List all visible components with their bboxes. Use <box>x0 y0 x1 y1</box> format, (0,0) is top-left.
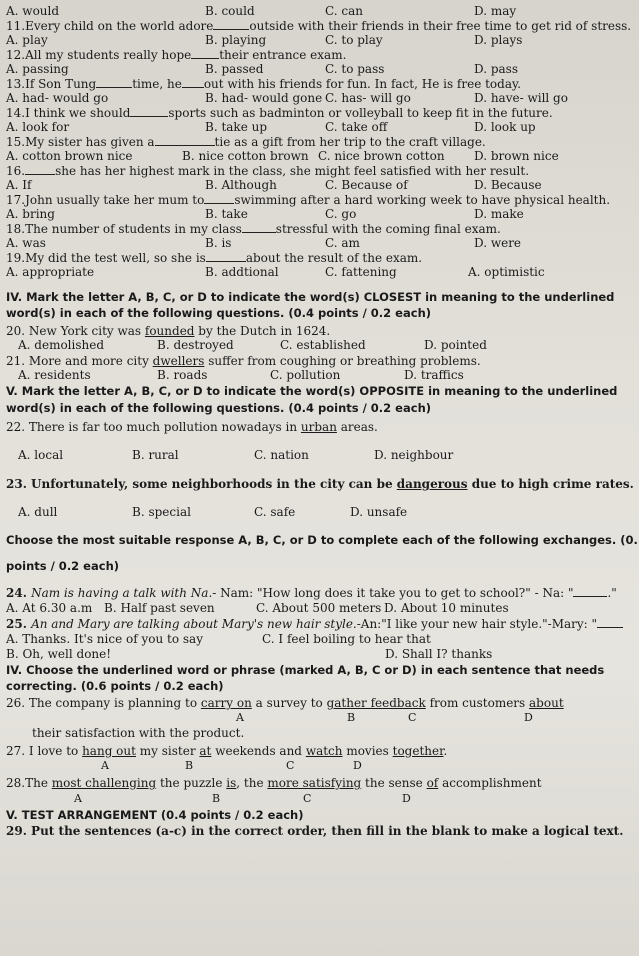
q16-option-c[interactable]: C. Because of <box>325 178 408 192</box>
q24-number: 24. <box>6 586 32 600</box>
q19-option-c[interactable]: C. fattening <box>325 265 397 279</box>
q18-text-2: stressful with the coming final exam. <box>275 222 501 236</box>
q26-letter-d: D <box>524 711 533 724</box>
q10-option-a[interactable]: A. would <box>6 4 60 18</box>
q11-option-a[interactable]: A. play <box>6 33 48 47</box>
q22-text: 22. There is far too much pollution nowadays in <box>6 420 301 434</box>
q12-text: 12.All my students really hope <box>6 48 192 62</box>
q25-context: An and Mary are talking about Mary's new hair style. <box>31 617 357 631</box>
q15-option-b[interactable]: B. nice cotton brown <box>182 149 309 163</box>
q22-option-b[interactable]: B. rural <box>132 448 179 462</box>
q27-text-3: weekends and <box>211 744 306 758</box>
q24-option-a[interactable]: A. At 6.30 a.m <box>6 601 93 615</box>
q14-text-2: sports such as badminton or volleyball to keep fit in the future. <box>168 106 553 120</box>
q12-option-c[interactable]: C. to pass <box>325 62 385 76</box>
q19-blank[interactable] <box>206 251 246 262</box>
q26-letter-a: A <box>236 711 244 724</box>
q27-text-5: . <box>443 744 448 758</box>
q25-blank[interactable] <box>597 617 623 628</box>
q27-letter-d: D <box>353 759 362 772</box>
q23-option-d[interactable]: D. unsafe <box>350 505 408 519</box>
q28-text-1: 28.The <box>6 776 52 790</box>
q11-option-c[interactable]: C. to play <box>325 33 383 47</box>
q28-text-2: the puzzle <box>156 776 227 790</box>
q15-text-2: tie as a gift from her trip to the craft village. <box>214 135 486 149</box>
section-4-line-2: word(s) in each of the following questions. (0.4 points / 0.2 each) <box>6 306 432 320</box>
q10-option-b[interactable]: B. could <box>205 4 255 18</box>
q17-option-c[interactable]: C. go <box>325 207 357 221</box>
q16-blank[interactable] <box>25 164 55 175</box>
section-8-line-1: V. TEST ARRANGEMENT (0.4 points / 0.2 each) <box>6 808 304 822</box>
q17-text-2: swimming after a hard working week to have physical health. <box>234 193 611 207</box>
q19-text: 19.My did the test well, so she is <box>6 251 206 265</box>
q15-blank[interactable] <box>155 135 215 146</box>
q25-text: -An:"I like your new hair style."-Mary: " <box>356 617 598 631</box>
q26-text-1: 26. The company is planning to <box>6 696 201 710</box>
q13-option-c[interactable]: C. has- will go <box>325 91 411 105</box>
q28-option-d-phrase[interactable]: of <box>426 776 439 790</box>
q18-option-b[interactable]: B. is <box>205 236 232 250</box>
q29-text: 29. Put the sentences (a-c) in the correct order, then fill in the blank to make a logical text. <box>6 824 624 838</box>
q17-option-d[interactable]: D. make <box>474 207 524 221</box>
q16-text: 16. <box>6 164 26 178</box>
q18-text: 18.The number of students in my class <box>6 222 242 236</box>
q20-underlined-word: founded <box>144 324 195 338</box>
q27-option-a-phrase[interactable]: hang out <box>82 744 136 758</box>
q16-option-a[interactable]: A. If <box>6 178 32 192</box>
q25-option-b[interactable]: B. Oh, well done! <box>6 647 112 661</box>
q17-text: 17.John usually take her mum to <box>6 193 205 207</box>
q27-option-b-phrase[interactable]: at <box>199 744 212 758</box>
q27-text-1: 27. I love to <box>6 744 83 758</box>
q21-option-d[interactable]: D. traffics <box>404 368 464 382</box>
q26-text-2: a survey to <box>251 696 327 710</box>
q25-option-a[interactable]: A. Thanks. It's nice of you to say <box>6 632 203 646</box>
q22-underlined-word: urban <box>300 420 337 434</box>
q17-option-a[interactable]: A. bring <box>6 207 55 221</box>
q11-blank[interactable] <box>213 19 249 30</box>
q27-option-d-phrase[interactable]: together <box>392 744 444 758</box>
q15-text: 15.My sister has given a <box>6 135 155 149</box>
q13-blank-2[interactable] <box>182 77 204 88</box>
q27-letter-b: B <box>185 759 194 772</box>
q19-option-a[interactable]: A. appropriate <box>6 265 95 279</box>
section-4-line-1: IV. Mark the letter A, B, C, or D to indicate the word(s) CLOSEST in meaning to the underlined <box>6 290 615 304</box>
q13-text-2: time, he <box>132 77 182 91</box>
q11-option-d[interactable]: D. plays <box>474 33 523 47</box>
q20-option-b[interactable]: B. destroyed <box>157 338 234 352</box>
q13-text-3: out with his friends for fun. In fact, He is free today. <box>203 77 521 91</box>
section-7-line-1: IV. Choose the underlined word or phrase (marked A, B, C or D) in each sentence that needs <box>6 663 605 677</box>
q24-option-c[interactable]: C. About 500 meters <box>256 601 382 615</box>
q24-blank[interactable] <box>573 586 607 597</box>
q21-option-c[interactable]: C. pollution <box>270 368 341 382</box>
q25-option-d[interactable]: D. Shall I? thanks <box>385 647 493 661</box>
q24-text: - Nam: "How long does it take you to get to school?" - Na: " <box>212 586 574 600</box>
q26-text-4: their satisfaction with the product. <box>32 726 245 740</box>
q23-option-b[interactable]: B. special <box>132 505 191 519</box>
q23-option-c[interactable]: C. safe <box>254 505 296 519</box>
q13-option-a[interactable]: A. had- would go <box>6 91 109 105</box>
section-5-line-1: V. Mark the letter A, B, C, or D to indicate the word(s) OPPOSITE in meaning to the underlined <box>6 384 618 398</box>
q16-option-d[interactable]: D. Because <box>474 178 542 192</box>
q28-option-b-phrase[interactable]: is <box>226 776 237 790</box>
q18-blank[interactable] <box>242 222 276 233</box>
q22-option-c[interactable]: C. nation <box>254 448 309 462</box>
q27-text-2: my sister <box>135 744 200 758</box>
q17-option-b[interactable]: B. take <box>205 207 248 221</box>
section-5-line-2: word(s) in each of the following questions. (0.4 points / 0.2 each) <box>6 401 432 415</box>
q28-text-3: , the <box>236 776 268 790</box>
q20-option-c[interactable]: C. established <box>280 338 366 352</box>
q28-text-4: the sense <box>361 776 427 790</box>
q27-text-4: movies <box>342 744 393 758</box>
section-6-line-1: Choose the most suitable response A, B, C, or D to complete each of the following exchanges. (0. <box>6 533 638 547</box>
q17-blank[interactable] <box>204 193 234 204</box>
q14-blank[interactable] <box>130 106 168 117</box>
q23-text-2: due to high crime rates. <box>467 477 634 491</box>
q26-letter-b: B <box>347 711 356 724</box>
q15-option-a[interactable]: A. cotton brown nice <box>6 149 133 163</box>
q11-text-2: outside with their friends in their free time to get rid of stress. <box>249 19 632 33</box>
q20-option-a[interactable]: A. demolished <box>18 338 105 352</box>
q26-letter-c: C <box>408 711 417 724</box>
q18-option-a[interactable]: A. was <box>6 236 46 250</box>
q22-option-d[interactable]: D. neighbour <box>374 448 454 462</box>
q13-option-b[interactable]: B. had- would gone <box>205 91 323 105</box>
q13-blank-1[interactable] <box>96 77 132 88</box>
q26-option-a-phrase[interactable]: carry on <box>200 696 252 710</box>
q27-letter-c: C <box>286 759 295 772</box>
q20-option-d[interactable]: D. pointed <box>424 338 487 352</box>
q24-option-b[interactable]: B. Half past seven <box>104 601 215 615</box>
q26-option-b-phrase[interactable]: gather feedback <box>326 696 426 710</box>
q11-option-b[interactable]: B. playing <box>205 33 267 47</box>
q28-letter-d: D <box>402 792 411 805</box>
q28-option-a-phrase[interactable]: most challenging <box>51 776 157 790</box>
q21-text: 21. More and more city <box>6 354 153 368</box>
q20-text-2: by the Dutch in 1624. <box>194 324 331 338</box>
q10-option-c[interactable]: C. can <box>325 4 363 18</box>
q14-option-d[interactable]: D. look up <box>474 120 536 134</box>
q28-letter-c: C <box>303 792 312 805</box>
q20-text: 20. New York city was <box>6 324 145 338</box>
q14-option-c[interactable]: C. take off <box>325 120 388 134</box>
q26-text-3: from customers <box>425 696 530 710</box>
section-6-line-2: points / 0.2 each) <box>6 559 120 573</box>
q21-option-b[interactable]: B. roads <box>157 368 208 382</box>
q16-text-2: she has her highest mark in the class, she might feel satisfied with her result. <box>55 164 530 178</box>
q22-option-a[interactable]: A. local <box>18 448 64 462</box>
q11-text: 11.Every child on the world adore <box>6 19 214 33</box>
q14-option-b[interactable]: B. take up <box>205 120 268 134</box>
q23-option-a[interactable]: A. dull <box>18 505 58 519</box>
q16-option-b[interactable]: B. Although <box>205 178 277 192</box>
q28-option-c-phrase[interactable]: more satisfying <box>267 776 362 790</box>
q25-option-c[interactable]: C. I feel boiling to hear that <box>262 632 431 646</box>
q21-option-a[interactable]: A. residents <box>18 368 91 382</box>
q22-text-2: areas. <box>336 420 378 434</box>
q28-letter-b: B <box>212 792 221 805</box>
q13-text: 13.If Son Tung <box>6 77 97 91</box>
q24-option-d[interactable]: D. About 10 minutes <box>384 601 509 615</box>
q14-option-a[interactable]: A. look for <box>6 120 70 134</box>
q23-text: 23. Unfortunately, some neighborhoods in the city can be <box>6 477 397 491</box>
q12-blank[interactable] <box>191 48 219 59</box>
q23-underlined-word: dangerous <box>396 477 468 491</box>
q19-text-2: about the result of the exam. <box>245 251 423 265</box>
q18-option-d[interactable]: D. were <box>474 236 522 250</box>
q13-option-d[interactable]: D. have- will go <box>474 91 568 105</box>
q14-text: 14.I think we should <box>6 106 131 120</box>
q12-option-d[interactable]: D. pass <box>474 62 518 76</box>
q27-letter-a: A <box>101 759 109 772</box>
q18-option-c[interactable]: C. am <box>325 236 360 250</box>
q12-option-a[interactable]: A. passing <box>6 62 69 76</box>
q12-option-b[interactable]: B. passed <box>205 62 264 76</box>
q28-letter-a: A <box>74 792 82 805</box>
q28-text-5: accomplishment <box>438 776 542 790</box>
q21-underlined-word: dwellers <box>152 354 205 368</box>
q19-option-b[interactable]: B. addtional <box>205 265 279 279</box>
q10-option-d[interactable]: D. may <box>474 4 517 18</box>
q24-context: Nam is having a talk with Na. <box>31 586 213 600</box>
q19-option-d[interactable]: A. optimistic <box>468 265 545 279</box>
q26-option-d-phrase[interactable]: about <box>529 696 564 710</box>
q15-option-d[interactable]: D. brown nice <box>474 149 559 163</box>
q15-option-c[interactable]: C. nice brown cotton <box>318 149 445 163</box>
q21-text-2: suffer from coughing or breathing problems. <box>204 354 481 368</box>
q24-text-end: ." <box>607 586 617 600</box>
q25-number: 25. <box>6 617 32 631</box>
q12-text-2: their entrance exam. <box>219 48 347 62</box>
q27-option-c-phrase[interactable]: watch <box>305 744 343 758</box>
section-7-line-2: correcting. (0.6 points / 0.2 each) <box>6 679 224 693</box>
